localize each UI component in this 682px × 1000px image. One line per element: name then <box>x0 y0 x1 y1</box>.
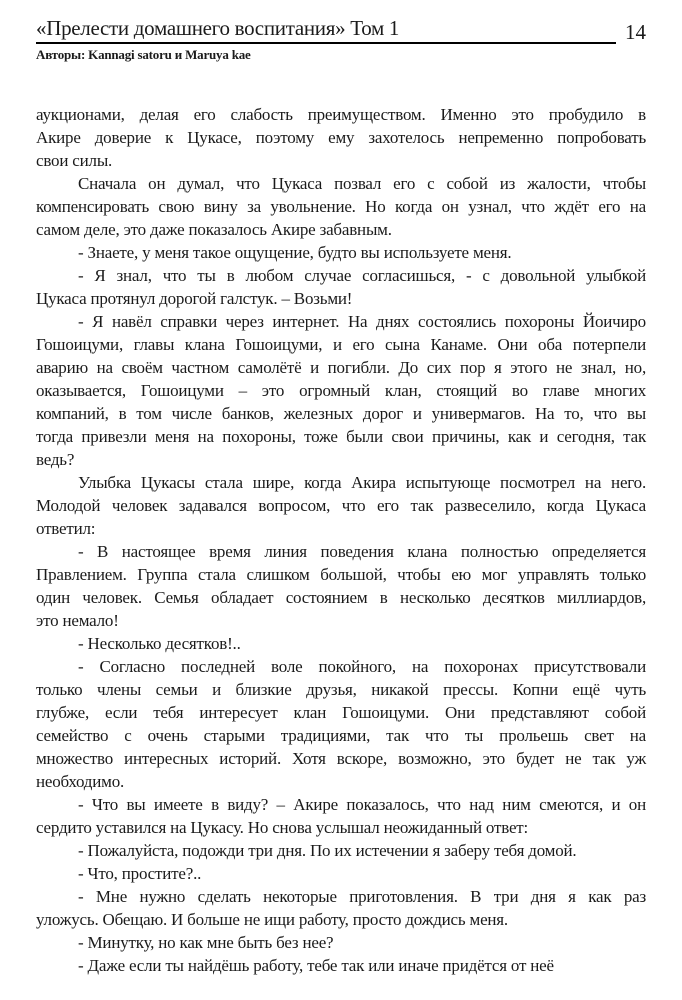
paragraph <box>36 310 646 471</box>
text-line: компаний, в том числе банков, железных дорог и универмагов. На то, что вы <box>36 404 646 423</box>
text-line: это немало! <box>36 611 119 630</box>
authors-line: Авторы: Kannagi satoru и Maruya kae <box>36 47 251 62</box>
text-line: - Даже если ты найдёшь работу, тебе так или иначе придётся от неё <box>78 956 554 975</box>
text-line: Акире доверие к Цукасе, поэтому ему захотелось непременно попробовать <box>36 128 646 147</box>
text-line: необходимо. <box>36 772 125 791</box>
paragraph <box>36 793 646 839</box>
paragraph <box>36 172 646 241</box>
text-line: - Что вы имеете в виду? – Акире показалось, что над ним смеются, и он <box>78 795 646 814</box>
text-line: Молодой человек задавался вопросом, что его так развеселило, когда Цукаса <box>36 496 646 515</box>
paragraph <box>36 632 646 655</box>
text-line: один человек. Семья обладает состоянием в несколько десятков миллиардов, <box>36 588 646 607</box>
paragraph <box>36 103 646 172</box>
text-line: - Я знал, что ты в любом случае согласишься, - с довольной улыбкой <box>78 266 646 285</box>
text-line: Гошоицуми, главы клана Гошоицуми, и его сына Канаме. Они оба потерпели <box>36 335 646 354</box>
text-line: уложусь. Обещаю. И больше не ищи работу, просто дождись меня. <box>36 910 508 929</box>
paragraph <box>36 264 646 310</box>
text-line: ведь? <box>36 450 75 469</box>
text-line: ответил: <box>36 519 96 538</box>
text-line: множество интересных историй. Хотя вскоре, возможно, это будет не так уж <box>36 749 646 768</box>
paragraph <box>36 471 646 540</box>
page-header <box>36 16 646 44</box>
text-line: - Несколько десятков!.. <box>78 634 241 653</box>
text-line: - Мне нужно сделать некоторые приготовления. В три дня я как раз <box>78 887 646 906</box>
paragraph <box>36 839 646 862</box>
text-line: Улыбка Цукасы стала шире, когда Акира испытующе посмотрел на него. <box>78 473 646 492</box>
text-line: компенсировать свою вину за увольнение. Но когда он узнал, что ждёт его на <box>36 197 646 216</box>
paragraph <box>36 931 646 954</box>
text-line: оказывается, Гошоицуми – это огромный клан, стоящий во главе многих <box>36 381 646 400</box>
text-line: - В настоящее время линия поведения клана полностью определяется <box>78 542 646 561</box>
text-line: самом деле, это даже показалось Акире забавным. <box>36 220 392 239</box>
text-line: - Я навёл справки через интернет. На днях состоялись похороны Йоичиро <box>78 312 646 331</box>
text-line: сердито уставился на Цукасу. Но снова услышал неожиданный ответ: <box>36 818 529 837</box>
text-line: Правлением. Группа стала слишком большой, чтобы ею мог управлять только <box>36 565 646 584</box>
text-line: - Знаете, у меня такое ощущение, будто вы используете меня. <box>78 243 512 262</box>
page-title: «Прелести домашнего воспитания» Том 1 <box>36 16 616 44</box>
text-line: свои силы. <box>36 151 113 170</box>
text-line: - Согласно последней воле покойного, на похоронах присутствовали <box>78 657 646 676</box>
text-line: аварию на своём частном самолётё и погибли. До сих пор я этого не знал, но, <box>36 358 646 377</box>
text-line: семейство с очень старыми традициями, так что ты прольешь свет на <box>36 726 646 745</box>
paragraph <box>36 540 646 632</box>
paragraph <box>36 954 646 977</box>
paragraph <box>36 862 646 885</box>
text-line: аукционами, делая его слабость преимуществом. Именно это пробудило в <box>36 105 646 124</box>
paragraph <box>36 241 646 264</box>
text-line: - Минутку, но как мне быть без нее? <box>78 933 334 952</box>
text-line: - Что, простите?.. <box>78 864 202 883</box>
page-number: 14 <box>625 20 646 44</box>
text-line: только члены семьи и близкие друзья, никакой прессы. Копни ещё чуть <box>36 680 646 699</box>
paragraph <box>36 885 646 931</box>
text-line: Цукаса протянул дорогой галстук. – Возьми! <box>36 289 353 308</box>
page-body <box>36 103 646 977</box>
text-line: Сначала он думал, что Цукаса позвал его с собой из жалости, чтобы <box>78 174 646 193</box>
paragraph <box>36 655 646 793</box>
text-line: - Пожалуйста, подожди три дня. По их истечении я заберу тебя домой. <box>78 841 577 860</box>
text-line: глубже, если тебя интересует клан Гошоицуми. Они представляют собой <box>36 703 646 722</box>
text-line: тогда привезли меня на похороны, тоже были свои причины, как и сегодня, так <box>36 427 646 446</box>
